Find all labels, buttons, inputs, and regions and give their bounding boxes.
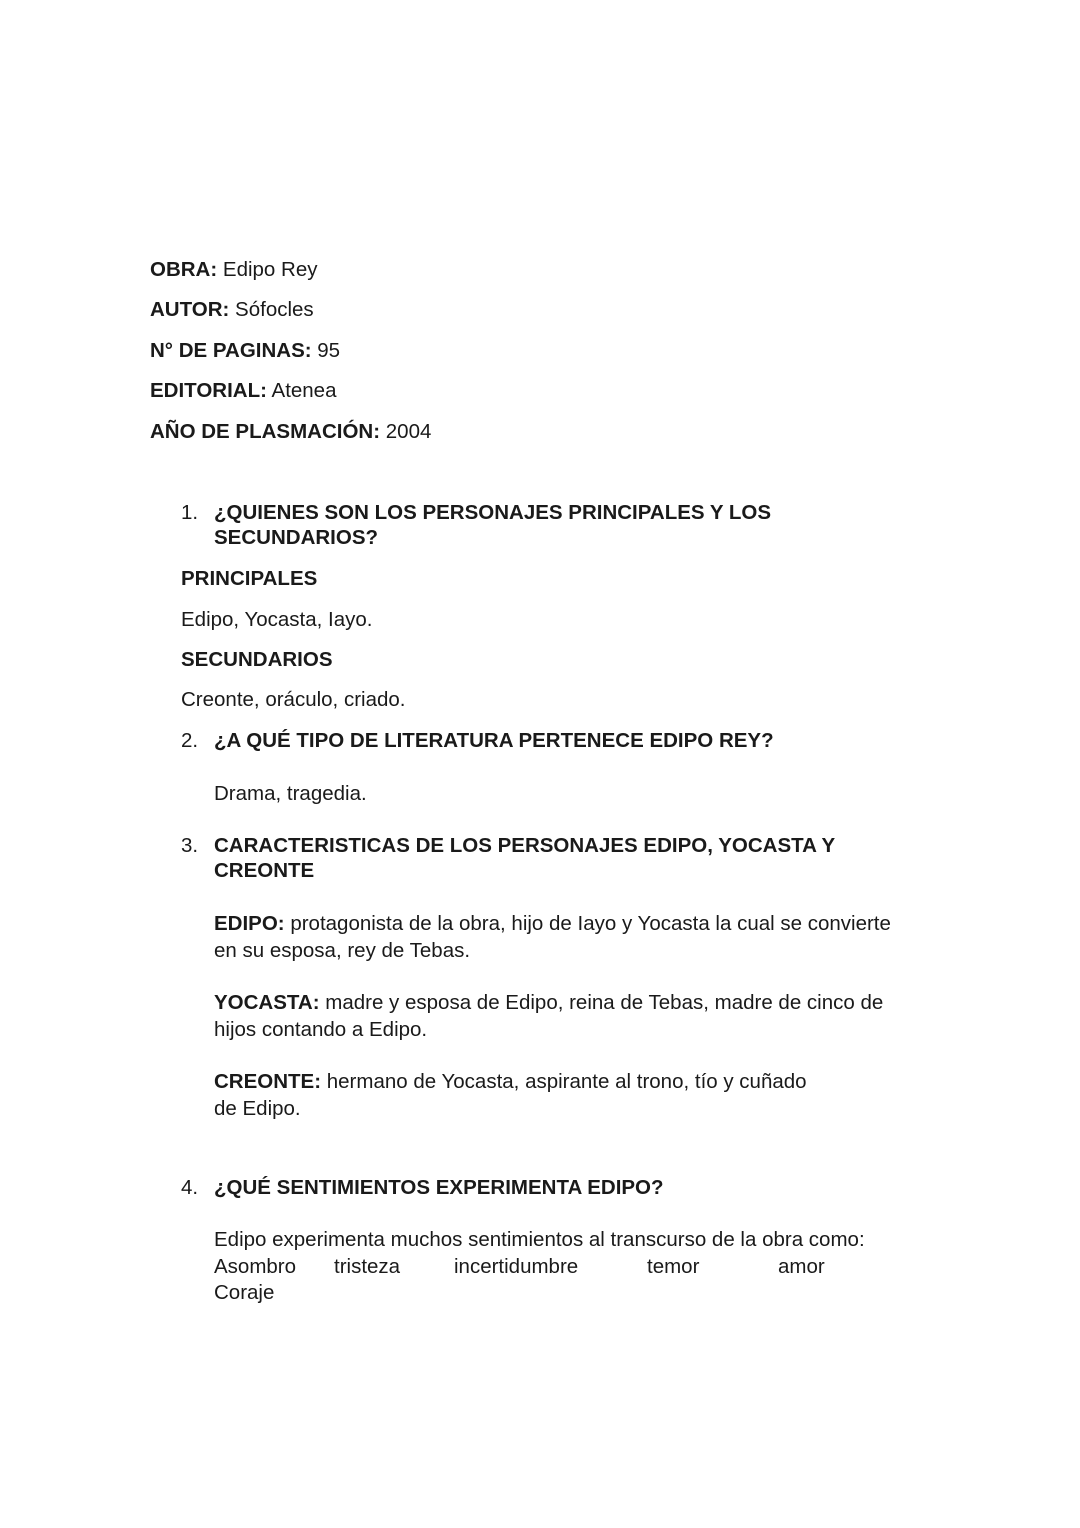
meta-value: Edipo Rey <box>222 258 318 281</box>
creonte-desc-line2: de Edipo. <box>214 1097 301 1120</box>
feeling-item: tristeza <box>334 1255 401 1278</box>
meta-value: 2004 <box>385 420 432 443</box>
meta-label: EDITORIAL: <box>150 379 267 402</box>
yocasta-desc-line1: YOCASTA: madre y esposa de Edipo, reina de Tebas, madre de cinco de <box>214 991 884 1014</box>
meta-autor <box>150 297 314 323</box>
edipo-desc-line1: EDIPO: protagonista de la obra, hijo de Iayo y Yocasta la cual se convierte <box>214 912 891 935</box>
q1-number: 1. <box>181 501 199 524</box>
secundarios-text: Creonte, oráculo, criado. <box>181 688 406 711</box>
q3-title-line1: CARACTERISTICAS DE LOS PERSONAJES EDIPO, YOCASTA Y <box>214 834 836 857</box>
q4-answer-line1: Edipo experimenta muchos sentimientos al transcurso de la obra como: <box>214 1228 865 1251</box>
q2-answer: Drama, tragedia. <box>214 782 367 805</box>
q3-number: 3. <box>181 834 199 857</box>
feeling-item: incertidumbre <box>454 1255 579 1278</box>
principales-heading: PRINCIPALES <box>181 567 318 590</box>
feeling-item-last: Coraje <box>214 1281 275 1304</box>
meta-value: Sófocles <box>235 298 314 321</box>
meta-value: Atenea <box>271 379 337 402</box>
q3-title-line2: CREONTE <box>214 859 315 882</box>
creonte-desc-line1: CREONTE: hermano de Yocasta, aspirante al trono, tío y cuñado <box>214 1070 807 1093</box>
q4-number: 4. <box>181 1176 199 1199</box>
meta-anio <box>150 419 431 445</box>
feeling-item: temor <box>647 1255 700 1278</box>
meta-value: 95 <box>317 339 341 362</box>
character-label: CREONTE: <box>214 1070 322 1093</box>
character-label: YOCASTA: <box>214 991 320 1014</box>
meta-label: AÑO DE PLASMACIÓN: <box>150 420 381 443</box>
q2-title: ¿A QUÉ TIPO DE LITERATURA PERTENECE EDIPO REY? <box>214 729 774 752</box>
edipo-desc-line2: en su esposa, rey de Tebas. <box>214 939 471 962</box>
meta-obra <box>150 257 317 283</box>
q1-title-line2: SECUNDARIOS? <box>214 526 379 549</box>
feeling-item: Asombro <box>214 1255 297 1278</box>
meta-label: OBRA: <box>150 258 218 281</box>
meta-editorial <box>150 378 337 404</box>
yocasta-desc-line2: hijos contando a Edipo. <box>214 1018 428 1041</box>
meta-paginas <box>150 338 340 364</box>
feeling-item: amor <box>778 1255 825 1278</box>
principales-text: Edipo, Yocasta, Iayo. <box>181 608 373 631</box>
meta-label: AUTOR: <box>150 298 230 321</box>
q1-title-line1: ¿QUIENES SON LOS PERSONAJES PRINCIPALES Y LOS <box>214 501 772 524</box>
meta-label: N° DE PAGINAS: <box>150 339 312 362</box>
q4-title: ¿QUÉ SENTIMIENTOS EXPERIMENTA EDIPO? <box>214 1176 664 1199</box>
secundarios-heading: SECUNDARIOS <box>181 648 333 671</box>
character-label: EDIPO: <box>214 912 285 935</box>
q2-number: 2. <box>181 729 199 752</box>
